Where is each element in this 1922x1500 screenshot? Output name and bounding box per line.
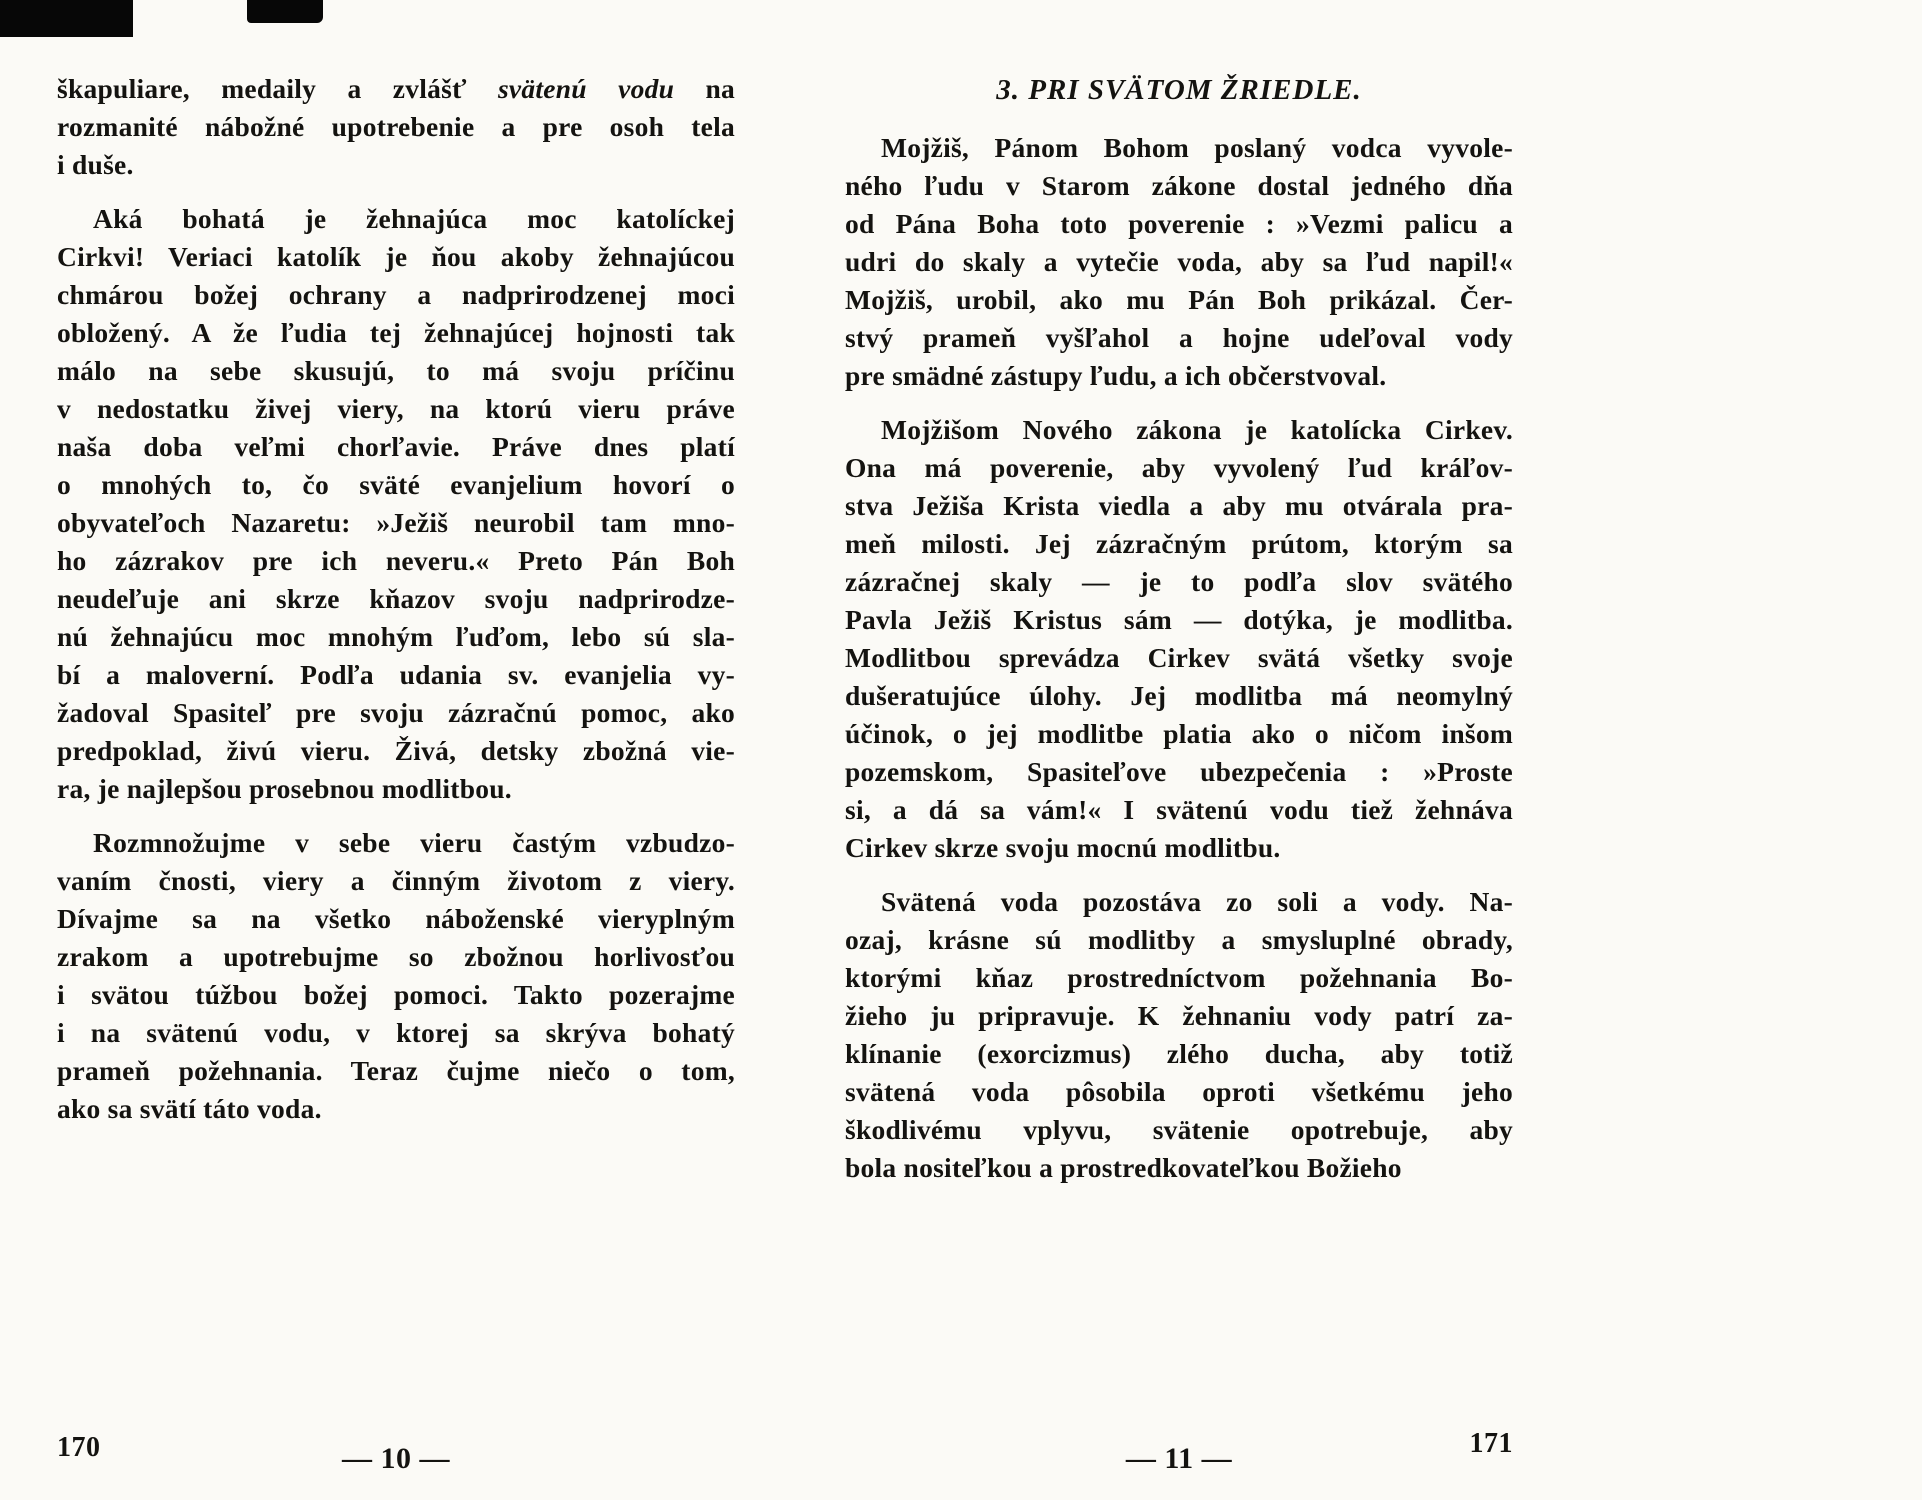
right-page-text-column — [845, 70, 1513, 1203]
text-line: klínanie (exorcizmus) zlého ducha, aby totiž — [845, 1038, 1513, 1069]
text-segment: škapuliare, medaily a zvlášť — [57, 73, 498, 104]
text-line: ho zázrakov pre ich neveru.« Preto Pán Boh — [57, 545, 735, 576]
text-line: Aká bohatá je žehnajúca moc katolíckej — [93, 203, 735, 234]
text-line: ra, je najlepšou prosebnou modlitbou. — [57, 773, 512, 804]
scan-ink-artifact — [0, 0, 133, 37]
text-line — [57, 70, 735, 108]
text-line: účinok, o jej modlitbe platia ako o ničom inšom — [845, 718, 1513, 749]
text-line: Mojžiš, Pánom Bohom poslaný vodca vyvole- — [881, 132, 1513, 163]
folio-left: — 10 — — [342, 1442, 450, 1475]
text-line: stvý prameň vyšľahol a hojne udeľoval vody — [845, 322, 1513, 353]
text-line: udri do skaly a vytečie voda, aby sa ľud napil!« — [845, 246, 1513, 277]
text-line: dušeratujúce úlohy. Jej modlitba má neomylný — [845, 680, 1513, 711]
text-line: Modlitbou sprevádza Cirkev svätá všetky svoje — [845, 642, 1513, 673]
text-line: škodlivému vplyvu, svätenie opotrebuje, aby — [845, 1114, 1513, 1145]
text-line: neudeľuje ani skrze kňazov svoju nadprirodze- — [57, 583, 735, 614]
text-line: Mojžiš, urobil, ako mu Pán Boh prikázal. Čer- — [845, 284, 1513, 315]
page-number-left: 170 — [57, 1432, 101, 1463]
paragraph — [845, 129, 1513, 395]
text-line: ného ľudu v Starom zákone dostal jedného dňa — [845, 170, 1513, 201]
text-line: meň milosti. Jej zázračným prútom, ktorým sa — [845, 528, 1513, 559]
text-line: stva Ježiša Krista viedla a aby mu otvárala pra- — [845, 490, 1513, 521]
text-line: málo na sebe skusujú, to má svoju príčinu — [57, 355, 735, 386]
text-line: nú žehnajúcu moc mnohým ľuďom, lebo sú sla- — [57, 621, 735, 652]
text-line: o mnohých to, čo sväté evanjelium hovorí o — [57, 469, 735, 500]
text-line: bola nositeľkou a prostredkovateľkou Božieho — [845, 1152, 1402, 1183]
paragraph — [57, 200, 735, 808]
text-line: vaním čnosti, viery a činným životom z viery. — [57, 865, 735, 896]
section-heading: 3. PRI SVÄTOM ŽRIEDLE. — [996, 74, 1362, 106]
scan-ink-artifact — [247, 0, 323, 23]
text-line: naša doba veľmi chorľavie. Práve dnes platí — [57, 431, 735, 462]
text-line: pre smädné zástupy ľudu, a ich občerstvoval. — [845, 360, 1387, 391]
right-page-paragraphs — [845, 129, 1513, 1187]
text-line: Cirkev skrze svoju mocnú modlitbu. — [845, 832, 1281, 863]
text-line: i na svätenú vodu, v ktorej sa skrýva bohatý — [57, 1017, 735, 1048]
text-line: bí a maloverní. Podľa udania sv. evanjelia vy- — [57, 659, 735, 690]
text-line: si, a dá sa vám!« I svätenú vodu tiež žehnáva — [845, 794, 1513, 825]
paragraph — [57, 70, 735, 184]
text-line: Cirkvi! Veriaci katolík je ňou akoby žehnajúcou — [57, 241, 735, 272]
text-line: obložený. A že ľudia tej žehnajúcej hojnosti tak — [57, 317, 735, 348]
text-line: i duše. — [57, 149, 134, 180]
text-line: v nedostatku živej viery, na ktorú vieru práve — [57, 393, 735, 424]
text-line: ako sa svätí táto voda. — [57, 1093, 322, 1124]
text-line: Dívajme sa na všetko náboženské vieryplným — [57, 903, 735, 934]
text-line: predpoklad, živú vieru. Živá, detsky zbožná vie- — [57, 735, 735, 766]
text-segment: na — [674, 73, 735, 104]
text-line: žieho ju pripravuje. K žehnaniu vody patrí za- — [845, 1000, 1513, 1031]
left-page-text-column — [57, 70, 735, 1144]
paragraph — [845, 883, 1513, 1187]
text-line: Pavla Ježiš Kristus sám — dotýka, je modlitba. — [845, 604, 1513, 635]
paragraph — [57, 824, 735, 1128]
text-line: i svätou túžbou božej pomoci. Takto pozerajme — [57, 979, 735, 1010]
text-line: od Pána Boha toto poverenie : »Vezmi palicu a — [845, 208, 1513, 239]
text-line: Rozmnožujme v sebe vieru častým vzbudzo- — [93, 827, 735, 858]
text-line: chmárou božej ochrany a nadprirodzenej moci — [57, 279, 735, 310]
text-line: ktorými kňaz prostredníctvom požehnania Bo- — [845, 962, 1513, 993]
folio-right: — 11 — — [1125, 1442, 1233, 1475]
text-line: Mojžišom Nového zákona je katolícka Cirkev. — [881, 414, 1513, 445]
text-line: pozemskom, Spasiteľove ubezpečenia : »Proste — [845, 756, 1513, 787]
text-line: prameň požehnania. Teraz čujme niečo o tom, — [57, 1055, 735, 1086]
page-number-right: 171 — [1469, 1428, 1513, 1459]
text-line: ozaj, krásne sú modlitby a smysluplné obrady, — [845, 924, 1513, 955]
text-line: zrakom a upotrebujme so zbožnou horlivosťou — [57, 941, 735, 972]
text-line: rozmanité nábožné upotrebenie a pre osoh tela — [57, 111, 735, 142]
text-line: žadoval Spasiteľ pre svoju zázračnú pomoc, ako — [57, 697, 735, 728]
text-line: Ona má poverenie, aby vyvolený ľud kráľov- — [845, 452, 1513, 483]
text-line: svätená voda pôsobila oproti všetkému jeho — [845, 1076, 1513, 1107]
text-line: zázračnej skaly — je to podľa slov svätého — [845, 566, 1513, 597]
paragraph — [845, 411, 1513, 867]
text-line: obyvateľoch Nazaretu: »Ježiš neurobil tam mno- — [57, 507, 735, 538]
text-line: Svätená voda pozostáva zo soli a vody. Na- — [881, 886, 1513, 917]
emphasized-text: svätenú vodu — [497, 73, 675, 104]
